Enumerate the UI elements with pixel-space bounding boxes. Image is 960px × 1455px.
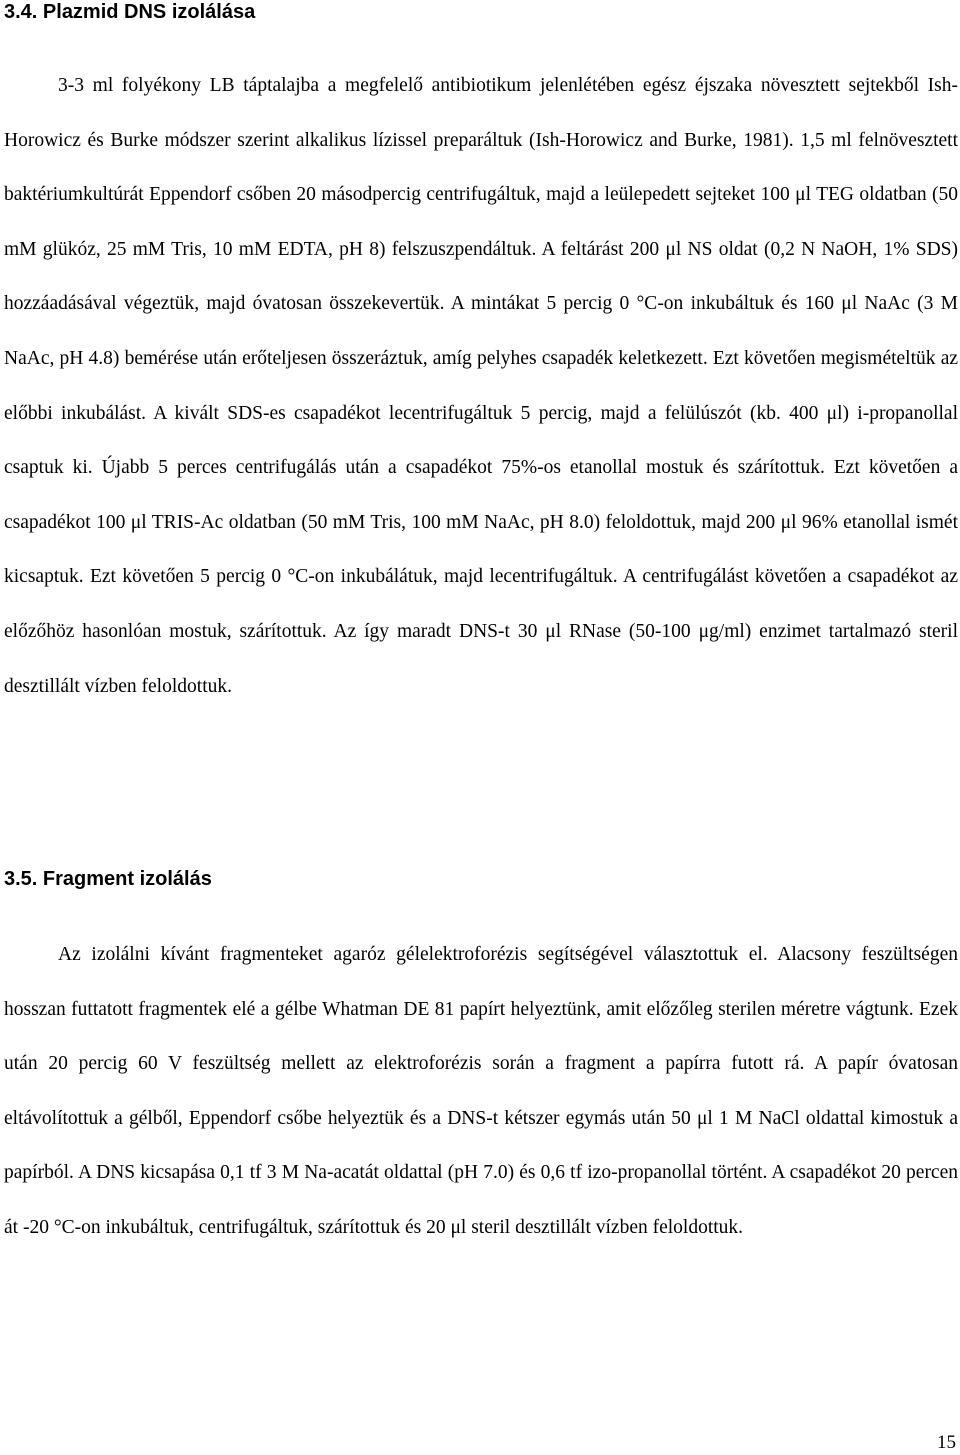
paragraph-fragment-isolation: Az izolálni kívánt fragmenteket agaróz gélelektroforézis segítségével választottuk el. Alacsony feszültségen hosszan futtatott fragmentek elé a gélbe Whatman DE 81 papírt helyeztünk, amit előzőleg sterilen méretre vágtunk. Ezek után 20 percig 60 V feszültség mellett az elektroforézis során a fragment a papírra futott rá. A papír óvatosan eltávolítottuk a gélből, Eppendorf csőbe helyeztük és a DNS-t kétszer egymás után 50 μl 1 M NaCl oldattal kimostuk a papírból. A DNS kicsapása 0,1 tf 3 M Na-acatát oldattal (pH 7.0) és 0,6 tf izo-propanollal történt. A csapadékot 20 percen át -20 °C-on inkubáltuk, centrifugáltuk, szárítottuk és 20 μl steril desztillált vízben feloldottuk. bbox=[4, 944, 958, 1238]
page-number: 15 bbox=[937, 1432, 956, 1453]
section-heading-plasmid-dna-isolation: 3.4. Plazmid DNS izolálása bbox=[4, 1, 256, 23]
paragraph-plasmid-dna-isolation: 3-3 ml folyékony LB táptalajba a megfelelő antibiotikum jelenlétében egész éjszaka növesztett sejtekből Ish-Horowicz és Burke módszer szerint alkalikus lízissel preparáltuk (Ish-Horowicz and Burke, 1981). 1,5 ml felnövesztett baktériumkultúrát Eppendorf csőben 20 másodpercig centrifugáltuk, majd a leülepedett sejteket 100 μl TEG oldatban (50 mM glükóz, 25 mM Tris, 10 mM EDTA, pH 8) felszuszpendáltuk. A feltárást 200 μl NS oldat (0,2 N NaOH, 1% SDS) hozzáadásával végeztük, majd óvatosan összekevertük. A mintákat 5 percig 0 °C-on inkubáltuk és 160 μl NaAc (3 M NaAc, pH 4.8) bemérése után erőteljesen összeráztuk, amíg pelyhes csapadék keletkezett. Ezt követően megismételtük az előbbi inkubálást. A kivált SDS-es csapadékot lecentrifugáltuk 5 percig, majd a felülúszót (kb. 400 μl) i-propanollal csaptuk ki. Újabb 5 perces centrifugálás után a csapadékot 75%-os etanollal mostuk és szárítottuk. Ezt követően a csapadékot 100 μl TRIS-Ac oldatban (50 mM Tris, 100 mM NaAc, pH 8.0) feloldottuk, majd 200 μl 96% etanollal ismét kicsaptuk. Ezt követően 5 percig 0 °C-on inkubálátuk, majd lecentrifugáltuk. A centrifugálást követően a csapadékot az előzőhöz hasonlóan mostuk, szárítottuk. Az így maradt DNS-t 30 μl RNase (50-100 μg/ml) enzimet tartalmazó steril desztillált vízben feloldottuk. bbox=[4, 75, 958, 697]
section-heading-fragment-isolation: 3.5. Fragment izolálás bbox=[4, 868, 212, 890]
